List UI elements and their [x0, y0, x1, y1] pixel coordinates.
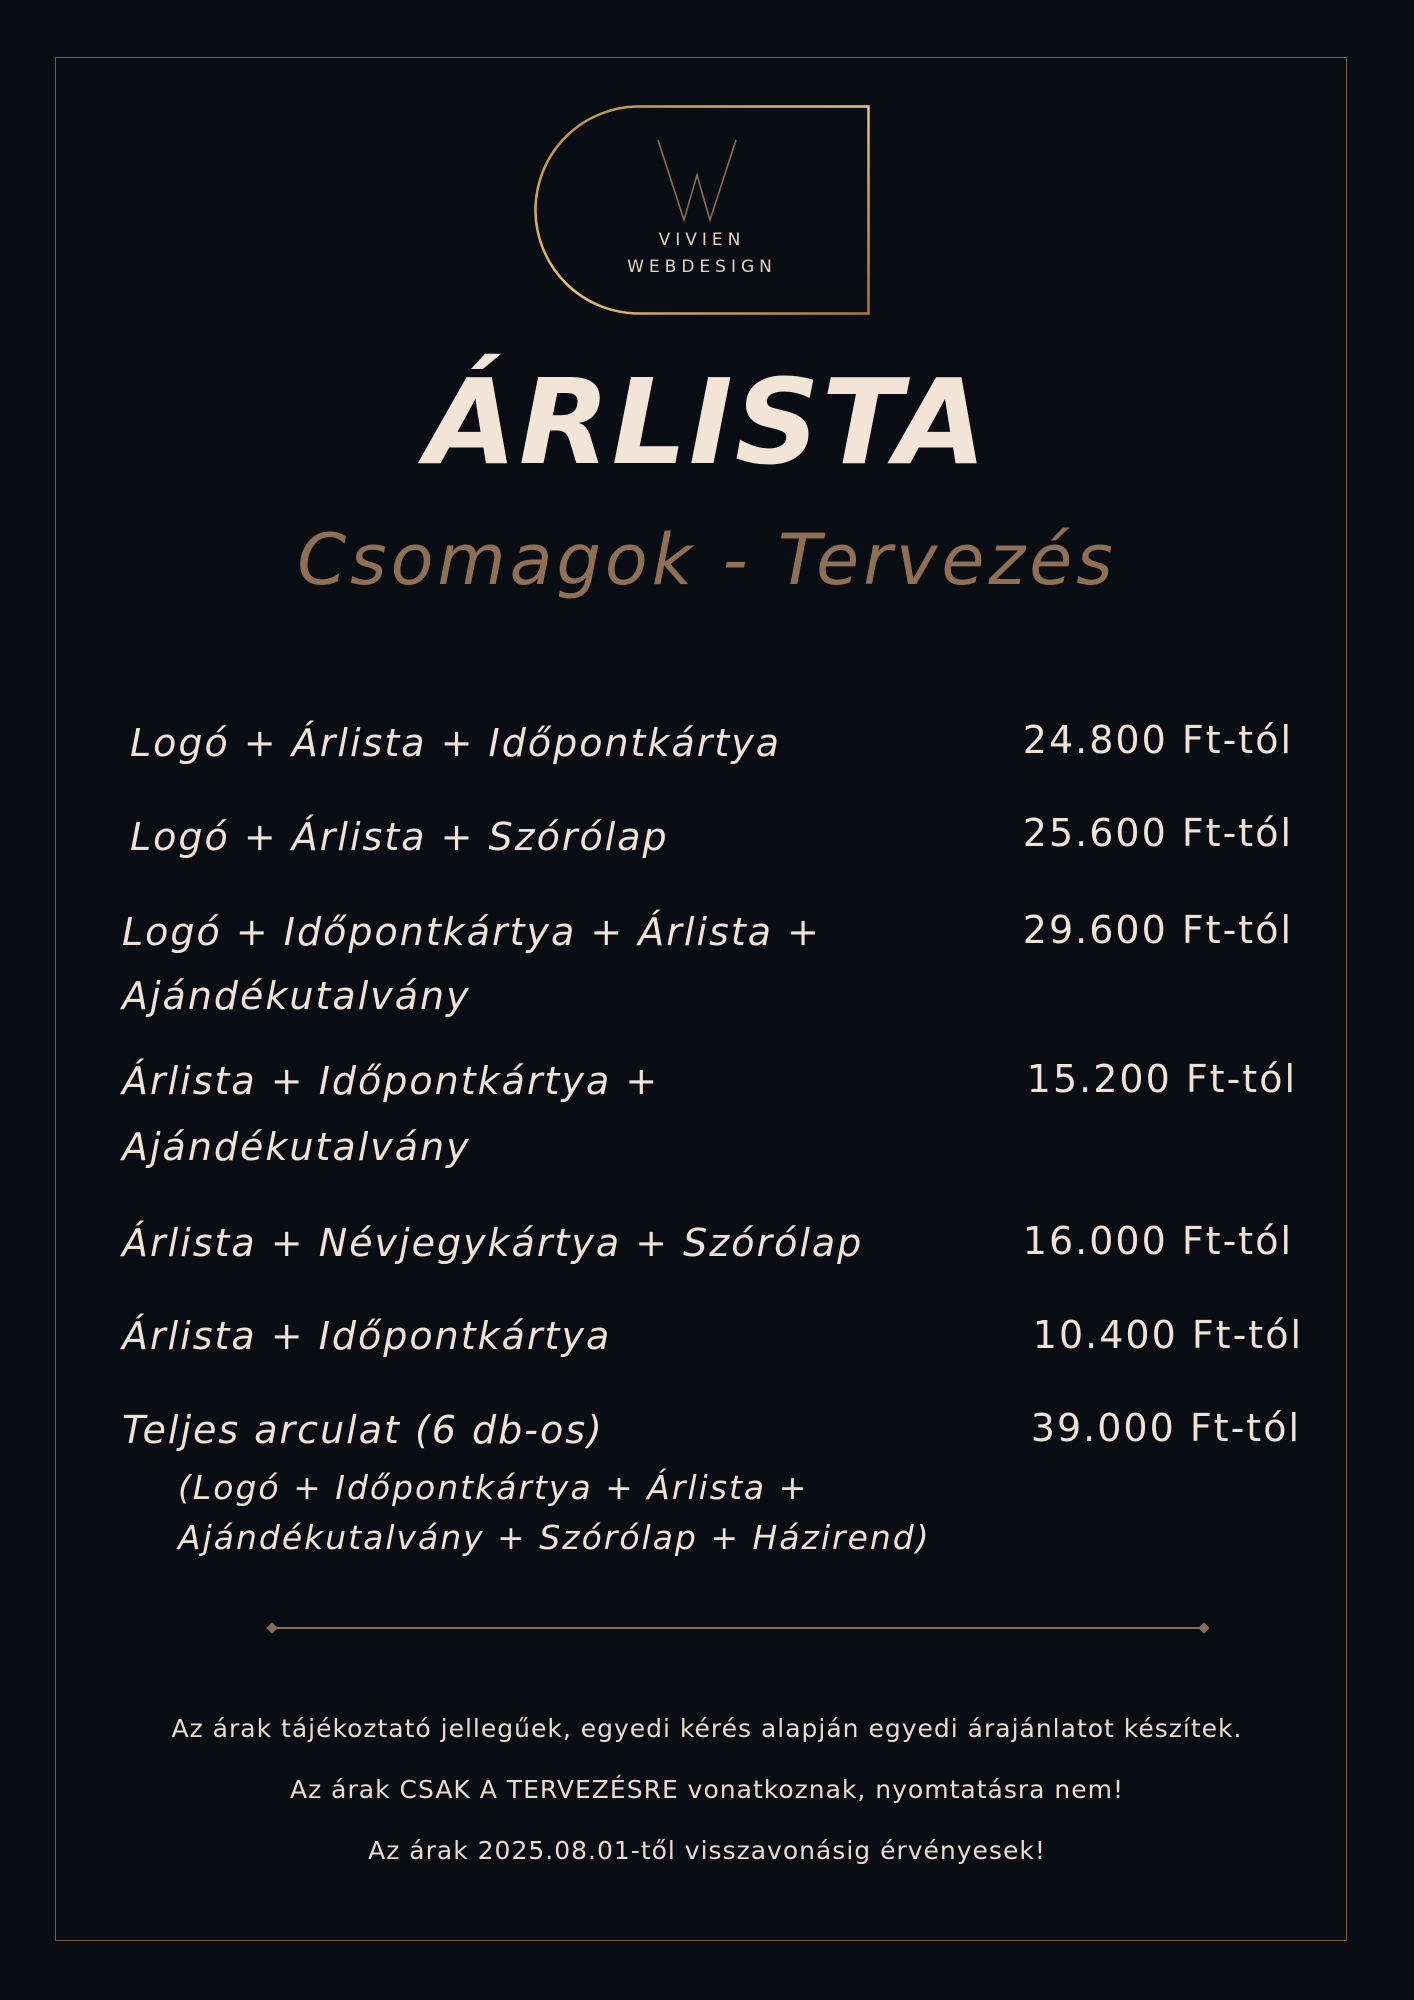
package-price-7: 39.000 Ft-tól [1030, 1406, 1301, 1450]
logo-line-vivien: VIVIEN [658, 230, 746, 250]
package-name-3-line1: Logó + Időpontkártya + Árlista + [122, 910, 821, 954]
package-price-4: 15.200 Ft-tól [1026, 1057, 1297, 1101]
package-price-6: 10.400 Ft-tól [1032, 1313, 1303, 1357]
note-1: Az árak tájékoztató jellegűek, egyedi kérés alapján egyedi árajánlatot készítek. [171, 1714, 1243, 1743]
package-name-1: Logó + Árlista + Időpontkártya [130, 721, 782, 765]
logo [534, 105, 870, 315]
package-detail-7-line1: (Logó + Időpontkártya + Árlista + [178, 1468, 809, 1507]
logo-badge-icon [534, 105, 870, 315]
page-subtitle: Csomagok - Tervezés [297, 519, 1117, 601]
package-name-7: Teljes arculat (6 db-os) [122, 1408, 604, 1452]
package-name-4-line2: Ajándékutalvány [122, 1125, 471, 1169]
note-2: Az árak CSAK A TERVEZÉSRE vonatkoznak, nyomtatásra nem! [290, 1775, 1124, 1804]
package-name-3-line2: Ajándékutalvány [122, 974, 471, 1018]
package-price-2: 25.600 Ft-tól [1022, 811, 1293, 855]
package-detail-7-line2: Ajándékutalvány + Szórólap + Házirend) [178, 1518, 931, 1557]
package-name-5: Árlista + Névjegykártya + Szórólap [122, 1221, 864, 1265]
package-price-3: 29.600 Ft-tól [1022, 908, 1293, 952]
package-name-2: Logó + Árlista + Szórólap [130, 815, 669, 859]
package-name-6: Árlista + Időpontkártya [122, 1314, 612, 1358]
package-price-1: 24.800 Ft-tól [1022, 718, 1293, 762]
divider [272, 1627, 1204, 1629]
logo-line-webdesign: WEBDESIGN [627, 257, 777, 277]
package-price-5: 16.000 Ft-tól [1022, 1219, 1293, 1263]
page-title: ÁRLISTA [425, 353, 989, 491]
package-name-4-line1: Árlista + Időpontkártya + [122, 1059, 660, 1103]
note-3: Az árak 2025.08.01-től visszavonásig érvényesek! [368, 1836, 1046, 1865]
